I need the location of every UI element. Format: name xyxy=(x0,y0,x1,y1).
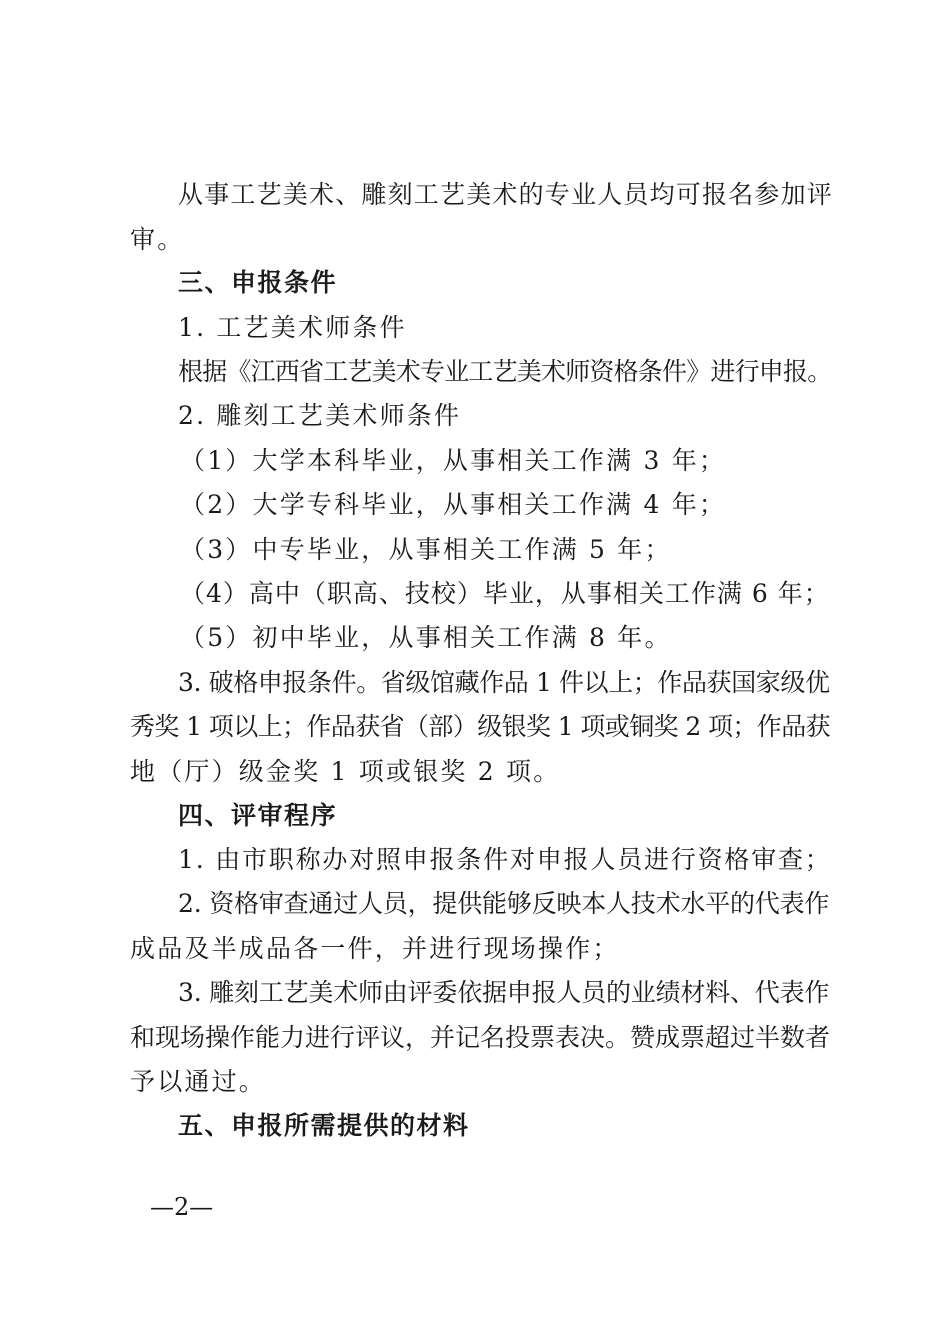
list-item: （3）中专毕业，从事相关工作满 5 年； xyxy=(180,535,672,564)
list-item: （2）大学专科毕业，从事相关工作满 4 年； xyxy=(180,490,727,519)
paragraph-line: 根据《江西省工艺美术专业工艺美术师资格条件》进行申报。 xyxy=(178,357,832,386)
paragraph-line: 和现场操作能力进行评议，并记名投票表决。赞成票超过半数者 xyxy=(130,1023,831,1052)
list-item: （5）初中毕业，从事相关工作满 8 年。 xyxy=(180,623,672,652)
section-heading: 四、评审程序 xyxy=(178,801,338,830)
paragraph-line: 3. 破格申报条件。省级馆藏作品 1 件以上；作品获国家级优 xyxy=(178,668,830,697)
page-number: —2— xyxy=(150,1193,214,1221)
list-item: （1）大学本科毕业，从事相关工作满 3 年； xyxy=(180,446,727,475)
subsection-title: 2. 雕刻工艺美术师条件 xyxy=(178,401,462,430)
paragraph-line: 成品及半成品各一件，并进行现场操作； xyxy=(130,934,620,963)
section-heading: 五、申报所需提供的材料 xyxy=(178,1111,470,1140)
paragraph-line: 审。 xyxy=(130,225,185,254)
paragraph-line: 2. 资格审查通过人员，提供能够反映本人技术水平的代表作 xyxy=(178,889,830,918)
paragraph-line: 秀奖 1 项以上；作品获省（部）级银奖 1 项或铜奖 2 项；作品获 xyxy=(130,712,831,741)
paragraph-line: 地（厅）级金奖 1 项或银奖 2 项。 xyxy=(130,757,561,786)
paragraph-line: 3. 雕刻工艺美术师由评委依据申报人员的业绩材料、代表作 xyxy=(178,978,830,1007)
paragraph-line: 予以通过。 xyxy=(130,1067,267,1096)
paragraph-line: 1. 由市职称办对照申报条件对申报人员进行资格审查； xyxy=(178,845,832,874)
list-item: （4）高中（职高、技校）毕业，从事相关工作满 6 年； xyxy=(180,579,830,608)
subsection-title: 1. 工艺美术师条件 xyxy=(178,313,407,342)
paragraph-line: 从事工艺美术、雕刻工艺美术的专业人员均可报名参加评 xyxy=(178,180,834,209)
section-heading: 三、申报条件 xyxy=(178,268,338,297)
